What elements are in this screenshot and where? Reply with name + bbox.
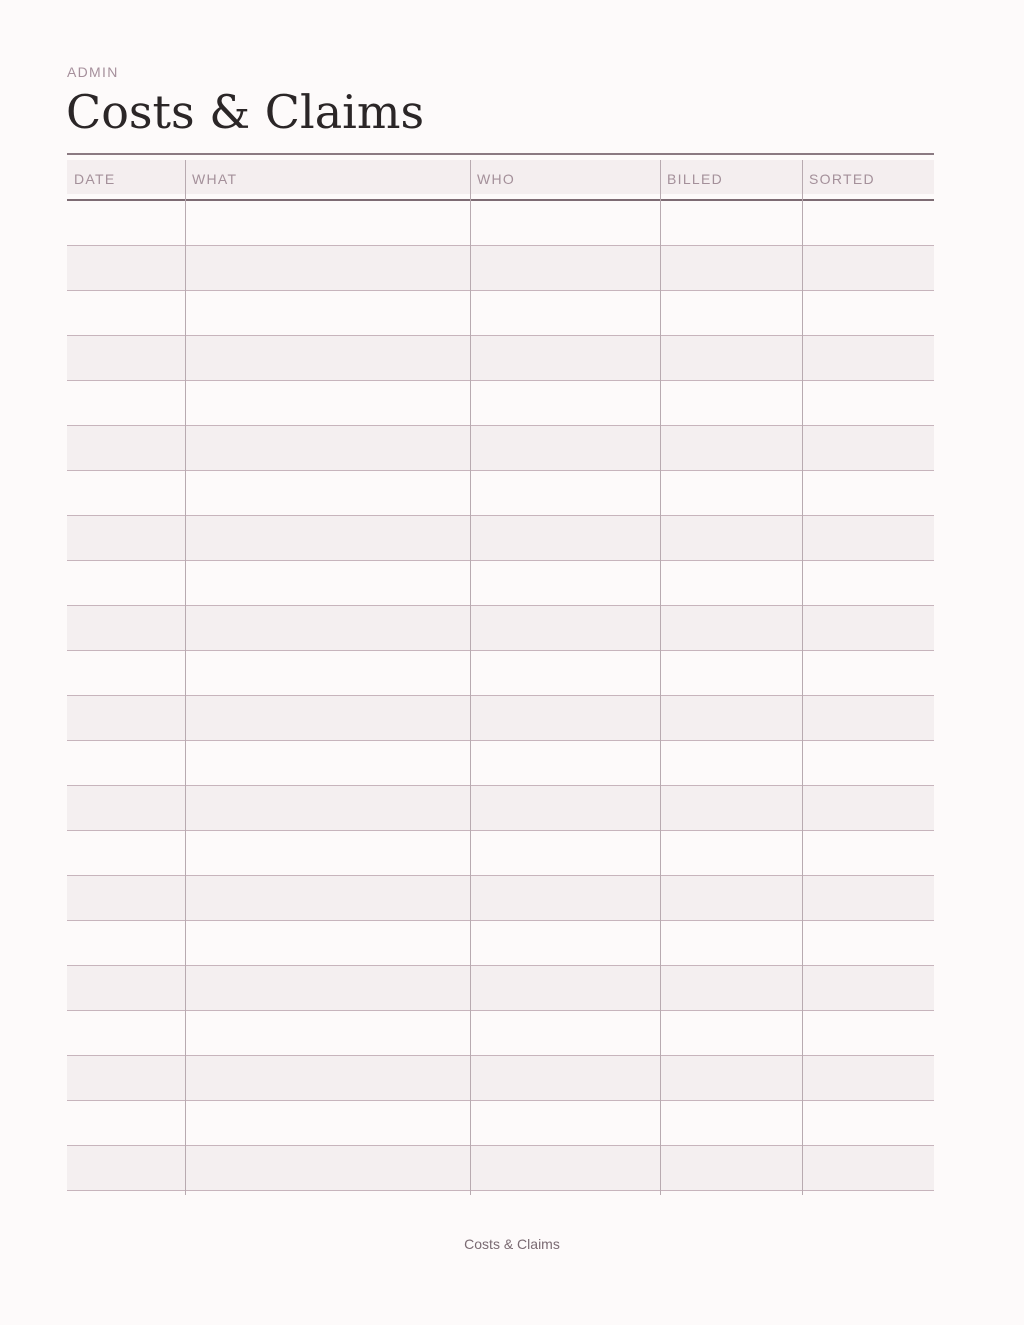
table-cell-billed[interactable] [660, 1101, 802, 1145]
table-cell-what[interactable] [185, 201, 470, 245]
table-cell-date[interactable] [67, 966, 185, 1010]
table-row [67, 1101, 934, 1146]
table-cell-billed[interactable] [660, 831, 802, 875]
table-cell-what[interactable] [185, 786, 470, 830]
table-cell-what[interactable] [185, 921, 470, 965]
table-row [67, 291, 934, 336]
table-cell-date[interactable] [67, 786, 185, 830]
table-cell-date[interactable] [67, 741, 185, 785]
table-cell-billed[interactable] [660, 381, 802, 425]
column-header-date: DATE [74, 171, 116, 187]
table-cell-sorted[interactable] [802, 516, 934, 560]
table-cell-date[interactable] [67, 336, 185, 380]
table-cell-billed[interactable] [660, 201, 802, 245]
table-cell-who[interactable] [470, 921, 660, 965]
table-cell-date[interactable] [67, 1011, 185, 1055]
table-row [67, 201, 934, 246]
table-cell-what[interactable] [185, 1056, 470, 1100]
table-cell-what[interactable] [185, 966, 470, 1010]
costs-table-body [67, 201, 934, 1191]
table-row [67, 381, 934, 426]
table-row [67, 1011, 934, 1056]
column-divider [802, 160, 803, 1195]
table-cell-billed[interactable] [660, 696, 802, 740]
table-header-row [67, 160, 934, 194]
page-title: Costs & Claims [66, 85, 425, 139]
table-cell-date[interactable] [67, 696, 185, 740]
table-row [67, 921, 934, 966]
table-row [67, 741, 934, 786]
table-cell-date[interactable] [67, 921, 185, 965]
table-row [67, 1056, 934, 1101]
table-cell-sorted[interactable] [802, 1101, 934, 1145]
table-cell-what[interactable] [185, 696, 470, 740]
table-row [67, 336, 934, 381]
table-cell-what[interactable] [185, 831, 470, 875]
table-cell-sorted[interactable] [802, 1056, 934, 1100]
table-cell-date[interactable] [67, 246, 185, 290]
table-cell-billed[interactable] [660, 1011, 802, 1055]
table-cell-what[interactable] [185, 291, 470, 335]
title-divider [67, 153, 934, 155]
table-cell-who[interactable] [470, 426, 660, 470]
table-cell-sorted[interactable] [802, 291, 934, 335]
table-cell-who[interactable] [470, 876, 660, 920]
table-cell-billed[interactable] [660, 606, 802, 650]
table-row [67, 696, 934, 741]
table-cell-who[interactable] [470, 696, 660, 740]
column-header-billed: BILLED [667, 171, 724, 187]
column-divider [470, 160, 471, 1195]
table-cell-who[interactable] [470, 201, 660, 245]
table-cell-date[interactable] [67, 831, 185, 875]
table-row [67, 561, 934, 606]
table-cell-billed[interactable] [660, 291, 802, 335]
table-cell-who[interactable] [470, 1011, 660, 1055]
table-row [67, 471, 934, 516]
table-cell-date[interactable] [67, 1146, 185, 1190]
table-cell-what[interactable] [185, 516, 470, 560]
table-row [67, 831, 934, 876]
table-row [67, 966, 934, 1011]
table-cell-sorted[interactable] [802, 381, 934, 425]
column-header-what: WHAT [192, 171, 238, 187]
page-footer: Costs & Claims [464, 1236, 560, 1252]
table-cell-sorted[interactable] [802, 426, 934, 470]
table-cell-date[interactable] [67, 606, 185, 650]
table-cell-billed[interactable] [660, 561, 802, 605]
table-cell-billed[interactable] [660, 246, 802, 290]
table-cell-who[interactable] [470, 1056, 660, 1100]
table-cell-who[interactable] [470, 966, 660, 1010]
table-cell-date[interactable] [67, 201, 185, 245]
table-cell-who[interactable] [470, 336, 660, 380]
table-cell-sorted[interactable] [802, 831, 934, 875]
column-divider [185, 160, 186, 1195]
table-cell-billed[interactable] [660, 921, 802, 965]
table-cell-sorted[interactable] [802, 651, 934, 695]
table-cell-date[interactable] [67, 1101, 185, 1145]
table-cell-sorted[interactable] [802, 336, 934, 380]
table-cell-billed[interactable] [660, 1056, 802, 1100]
table-cell-who[interactable] [470, 516, 660, 560]
table-cell-sorted[interactable] [802, 1011, 934, 1055]
table-cell-sorted[interactable] [802, 696, 934, 740]
table-cell-who[interactable] [470, 1146, 660, 1190]
table-cell-what[interactable] [185, 876, 470, 920]
table-row [67, 246, 934, 291]
table-cell-date[interactable] [67, 651, 185, 695]
table-cell-who[interactable] [470, 471, 660, 515]
table-cell-who[interactable] [470, 786, 660, 830]
costs-table-header [67, 160, 934, 194]
table-row [67, 651, 934, 696]
table-cell-who[interactable] [470, 381, 660, 425]
column-header-who: WHO [477, 171, 516, 187]
table-cell-who[interactable] [470, 561, 660, 605]
table-cell-what[interactable] [185, 651, 470, 695]
section-label: ADMIN [67, 64, 119, 80]
table-cell-billed[interactable] [660, 471, 802, 515]
table-cell-what[interactable] [185, 246, 470, 290]
table-cell-billed[interactable] [660, 651, 802, 695]
table-cell-what[interactable] [185, 426, 470, 470]
table-cell-billed[interactable] [660, 966, 802, 1010]
table-cell-sorted[interactable] [802, 471, 934, 515]
table-cell-who[interactable] [470, 246, 660, 290]
table-row [67, 426, 934, 471]
table-cell-date[interactable] [67, 1056, 185, 1100]
table-cell-billed[interactable] [660, 426, 802, 470]
table-cell-what[interactable] [185, 381, 470, 425]
table-cell-billed[interactable] [660, 516, 802, 560]
table-cell-billed[interactable] [660, 786, 802, 830]
table-cell-what[interactable] [185, 1011, 470, 1055]
table-cell-what[interactable] [185, 741, 470, 785]
table-cell-sorted[interactable] [802, 966, 934, 1010]
table-row [67, 786, 934, 831]
table-cell-sorted[interactable] [802, 741, 934, 785]
table-cell-sorted[interactable] [802, 561, 934, 605]
table-cell-what[interactable] [185, 606, 470, 650]
table-cell-what[interactable] [185, 1101, 470, 1145]
table-cell-sorted[interactable] [802, 246, 934, 290]
table-cell-billed[interactable] [660, 876, 802, 920]
table-row [67, 606, 934, 651]
table-cell-sorted[interactable] [802, 1146, 934, 1190]
table-cell-who[interactable] [470, 606, 660, 650]
table-cell-sorted[interactable] [802, 786, 934, 830]
table-cell-date[interactable] [67, 561, 185, 605]
table-cell-what[interactable] [185, 561, 470, 605]
table-row [67, 876, 934, 921]
table-cell-what[interactable] [185, 471, 470, 515]
table-cell-what[interactable] [185, 1146, 470, 1190]
table-cell-date[interactable] [67, 291, 185, 335]
table-cell-date[interactable] [67, 516, 185, 560]
table-cell-billed[interactable] [660, 741, 802, 785]
table-cell-date[interactable] [67, 471, 185, 515]
table-cell-date[interactable] [67, 426, 185, 470]
table-cell-billed[interactable] [660, 336, 802, 380]
table-cell-what[interactable] [185, 336, 470, 380]
table-row [67, 1146, 934, 1191]
column-divider [660, 160, 661, 1195]
table-cell-sorted[interactable] [802, 921, 934, 965]
table-cell-billed[interactable] [660, 1146, 802, 1190]
table-cell-sorted[interactable] [802, 876, 934, 920]
column-header-sorted: SORTED [809, 171, 875, 187]
table-cell-who[interactable] [470, 651, 660, 695]
table-cell-date[interactable] [67, 876, 185, 920]
table-cell-who[interactable] [470, 831, 660, 875]
table-cell-who[interactable] [470, 1101, 660, 1145]
table-cell-date[interactable] [67, 381, 185, 425]
table-cell-sorted[interactable] [802, 201, 934, 245]
table-row [67, 516, 934, 561]
table-cell-who[interactable] [470, 291, 660, 335]
table-cell-who[interactable] [470, 741, 660, 785]
table-cell-sorted[interactable] [802, 606, 934, 650]
